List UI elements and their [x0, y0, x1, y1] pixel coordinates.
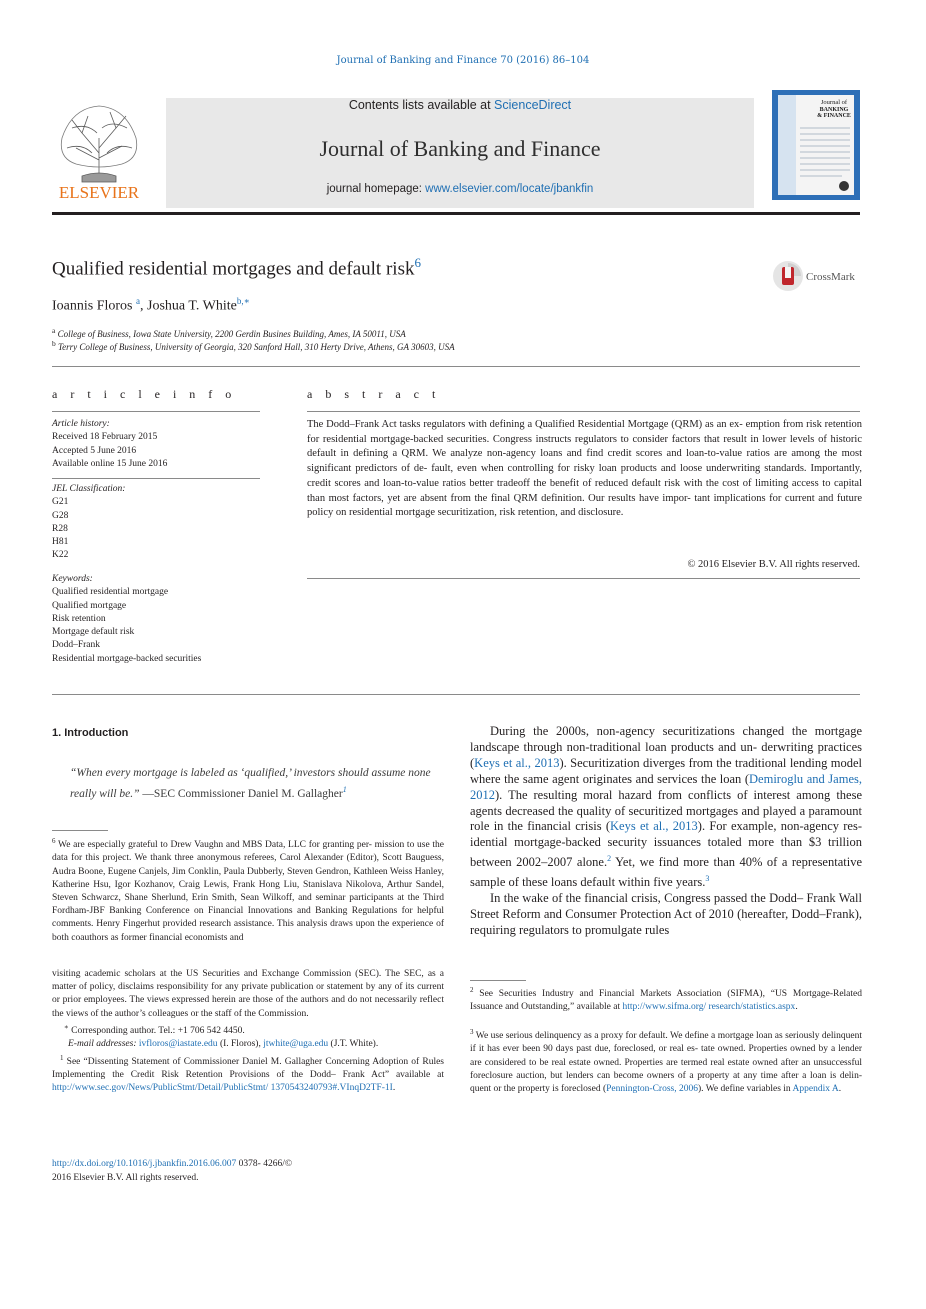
article-info-rule — [52, 411, 260, 412]
author-separator: , — [140, 298, 147, 314]
introduction-body — [470, 724, 862, 939]
elsevier-logo — [52, 98, 146, 202]
paragraph-text: During the 2000s, non-agency securitizations changed the mortgage landscape through non-traditional loan products and un- derwriting practices ( — [470, 724, 862, 770]
svg-text:Journal of: Journal of — [820, 99, 848, 106]
affiliation — [52, 326, 406, 339]
jel-code: G21 — [52, 497, 69, 508]
paragraph-text: ). For example, non-agency res- idential mortgage-backed security issuances totaled more than $3 trillion between 2002–2007 alone. — [470, 819, 863, 870]
footnote-text: See “Dissenting Statement of Commissioner Daniel M. Gallagher Concerning Adoption of Rules Implementing the Credit Risk Retention Provisions of the Dodd– Frank Act” available at — [52, 1056, 445, 1080]
paragraph: In the wake of the financial crisis, Congress passed the Dodd– Frank Wall Street Reform and Consumer Protection Act of 2010 (hereafter, Dodd–Frank), requiring regulators to promulgate rules — [470, 891, 862, 938]
section-rule — [52, 694, 860, 695]
elsevier-wordmark: ELSEVIER — [58, 183, 140, 202]
footnote-1: $^1$ See “Dissenting Statement of Commissioner Daniel M. Gallagher Concerning Adoption of Rules Implementing the Credit Risk Retention Provisions of the Dodd– Frank Act” available at http://www.sec.gov/News/PublicStmt/Detail/PublicStmt/ 1370543240793#.VInqD2TF-1I. — [52, 1053, 445, 1093]
paragraph-text: Yet, we find more than 40% of a representative sample of these loans default within five years. — [470, 855, 862, 890]
footnote-text: We are especially grateful to Drew Vaughn and MBS Data, LLC for granting per- mission to use the data for this project. We thank three anonymous referees, Carol Alexander (Editor), Scott Bauguess, Audra Boone, Eugene Canjels, Jim Conklin, Paula Dubberly, Steven Gendron, Kathleen Weiss Hanley, Katherine Hsu, Igor Kozhanov, Craig Lewis, Frank Hong Liu, Stanislava Nikolova, Arthur Sandel, Steven Schwarcz, Shane Sherlund, Erin Smith, Sean Wilkoff, and seminar participants at the Third Fordham-JBF Banking Conference on Financial Innovations and Banking Regulations for helpful comments. Henry Fingerhut provided research assistance. This analysis draws upon the experience of both coauthors as former financial economists and — [52, 840, 444, 943]
received-date: Received 18 February 2015 — [52, 432, 158, 443]
footnote-number: 3 — [470, 1028, 474, 1036]
article-info-heading: a r t i c l e i n f o — [52, 387, 237, 401]
abstract-rule — [307, 578, 860, 579]
email-link[interactable]: ivfloros@iastate.edu — [138, 1039, 218, 1050]
footnote-2: $^2$ See Securities Industry and Financial Markets Association (SIFMA), “US Mortgage-Related Issuance and Outstanding,” available at http://www.sifma.org/ research/statistics.aspx. — [470, 986, 862, 1013]
jel-code: R28 — [52, 523, 68, 534]
affiliation — [52, 339, 455, 352]
paragraph-text: ). The resulting moral hazard from conflicts of interest among these agents decreased the quality of securitized mortgages and played a paramount role in the financial crisis ( — [470, 787, 862, 834]
affil-text: College of Business, Iowa State University, 2200 Gerdin Busines Building, Ames, IA 50011, USA — [57, 329, 406, 339]
footnote-text: We use serious delinquency as a proxy for default. We define a mortgage loan as seriously delinquent if it has ever been 90 days past due, foreclosed, or real es- tate owned. Properties owned by a lender are considered to be real estate owned. Properties are termed real estate owned after an unsuccessful foreclosure auction, but lenders can become owners of a property at any time after a loan is delin- quent or the property is foreclosed ( — [470, 1031, 862, 1094]
footnote-number: 6 — [52, 837, 56, 845]
email-note — [52, 1039, 378, 1049]
citation-link[interactable]: Keys et al., 2013 — [474, 755, 560, 770]
svg-text:& FINANCE: & FINANCE — [817, 113, 851, 119]
keyword: Qualified mortgage — [52, 600, 127, 611]
section-heading-introduction: 1. Introduction — [52, 727, 129, 739]
jel-code: G28 — [52, 510, 69, 521]
history-label: Article history: — [52, 419, 110, 429]
quote-attribution: —SEC Commissioner Daniel M. Gallagher — [139, 787, 343, 800]
email-link[interactable]: jtwhite@uga.edu — [263, 1039, 329, 1050]
footnote-3: $^3$ We use serious delinquency as a proxy for default. We define a mortgage loan as seriously delinquent if it has ever been 90 days past due, foreclosed, or real es- tate owned. Properties owned by a lender are considered to be real estate owned. Properties are termed real estate owned after an unsuccessful foreclosure auction, but lenders can become owners of a property at any time after a loan is delin- quent or the property is foreclosed (Pennington-Cross, 2006). We define variables in Appendix A. — [470, 1028, 862, 1094]
homepage-link[interactable]: www.elsevier.com/locate/jbankfin — [425, 183, 594, 195]
footnote-6 — [52, 835, 444, 945]
journal-title: Journal of Banking and Finance — [319, 136, 601, 161]
author-name[interactable]: Ioannis Floros — [52, 298, 133, 314]
author-list — [52, 296, 250, 315]
keyword: Mortgage default risk — [52, 627, 135, 638]
citation-link[interactable]: Keys et al., 2013 — [610, 819, 698, 834]
footnote-number: 2 — [470, 986, 474, 994]
footnote-rule — [470, 980, 526, 981]
footnote-6-continued — [52, 968, 444, 1095]
footnote-number: 1 — [60, 1053, 64, 1062]
abstract-heading: a b s t r a c t — [307, 387, 441, 401]
email-owner: (I. Floros), — [217, 1039, 264, 1050]
appendix-link[interactable]: Appendix A — [792, 1083, 839, 1094]
quote-text: “When every mortgage is labeled as ‘qualified,’ investors should assume none really will be.” — [70, 767, 431, 800]
homepage-prefix: journal homepage: — [326, 183, 426, 195]
footnote-mark[interactable]: 1 — [342, 784, 347, 794]
contents-line — [166, 98, 754, 112]
citation-link[interactable]: Pennington-Cross, 2006 — [606, 1083, 698, 1094]
issn-copyright: 0378- 4266/© 2016 Elsevier B.V. All rights reserved. — [52, 1159, 293, 1183]
footnote-text: See Securities Industry and Financial Markets Association (SIFMA), “US Mortgage-Related Issuance and Outstanding,” available at — [470, 989, 862, 1013]
corr-text: Corresponding author. Tel.: +1 706 542 4450. — [71, 1025, 245, 1036]
epigraph-quote — [70, 766, 450, 802]
keyword: Risk retention — [52, 613, 106, 624]
section-rule — [52, 366, 860, 367]
journal-cover-image — [772, 90, 860, 200]
journal-homepage — [166, 183, 754, 195]
citation-link[interactable]: Demiroglu and James, 2012 — [470, 771, 862, 802]
footnote-url[interactable]: http://www.sifma.org/ research/statistics.aspx — [622, 1002, 796, 1013]
svg-text:BANKING: BANKING — [819, 107, 849, 113]
affil-mark: a — [52, 326, 56, 335]
footnote-text: visiting academic scholars at the US Securities and Exchange Commission (SEC). The SEC, as a matter of policy, disclaims responsibility for any private publication or statement by any of its current or prior employees. The views expressed herein are those of the authors and do not necessarily reflect the views of the author’s colleagues or the staff of the Commission. — [52, 969, 444, 1019]
abstract-rule — [307, 411, 860, 412]
article-info-rule — [52, 478, 260, 479]
keywords-label: Keywords: — [52, 574, 93, 584]
journal-citation[interactable]: Journal of Banking and Finance 70 (2016) 86–104 — [336, 55, 590, 66]
contents-prefix: Contents lists available at — [348, 98, 495, 112]
paragraph — [470, 724, 862, 891]
author-affil-mark[interactable]: b,∗ — [236, 296, 250, 306]
crossmark-label: CrossMark — [806, 271, 855, 283]
jel-code: K22 — [52, 550, 69, 561]
title-footnote-mark[interactable]: 6 — [414, 255, 421, 270]
corr-mark: ∗ — [64, 1022, 69, 1031]
author-name[interactable]: Joshua T. White — [147, 298, 237, 314]
keyword: Residential mortgage-backed securities — [52, 653, 202, 664]
journal-masthead — [166, 98, 754, 208]
accepted-date: Accepted 5 June 2016 — [52, 445, 137, 456]
author-affil-mark[interactable]: a — [136, 296, 140, 306]
doi-link[interactable]: http://dx.doi.org/10.1016/j.jbankfin.2016.06.007 — [52, 1159, 237, 1169]
doi-line — [52, 1158, 312, 1185]
jel-label: JEL Classification: — [52, 484, 126, 494]
corresponding-author-note — [52, 1022, 245, 1036]
footnote-text: ). We define variables in — [697, 1083, 793, 1094]
jel-classification — [52, 483, 125, 563]
email-label: E-mail addresses: — [68, 1039, 137, 1050]
footnote-rule — [52, 830, 108, 831]
abstract-text: The Dodd–Frank Act tasks regulators with defining a Qualified Residential Mortgage (QRM) as an ex- emption from risk retention for residential mortgage-backed securities. Congress instructs regulators to consider factors that result in lower levels of historic default in defining a QRM. We analyze non-agency loans and find credit scores and loan-to-value ratios are among the most significant predictors of de- fault, even when controlling for risky loan products and loose underwriting standards. Importantly, credit scores and loan-to-value ratios better tradeoff the benefit of reduced default risk with the cost of limiting access to capital than most factors, yet are absent from the final QRM definition. Our results have impor- tant implications for current and future policy on residential mortgage securitization, risk retention, and disclosure. — [307, 419, 862, 519]
email-owner: (J.T. White). — [328, 1039, 379, 1050]
sciencedirect-link[interactable]: ScienceDirect — [494, 98, 572, 112]
keywords — [52, 573, 201, 666]
footnote-mark[interactable]: 3 — [705, 874, 710, 884]
paragraph-text: ). Securitization diverges from the traditional lending model where the same agent originates and services the loan ( — [470, 755, 862, 786]
article-title — [52, 255, 421, 280]
footnote-url[interactable]: http://www.sec.gov/News/PublicStmt/Detail/PublicStmt/ 1370543240793#.VInqD2TF-1I — [52, 1082, 393, 1093]
affil-mark: b — [52, 339, 56, 348]
footnote-mark[interactable]: 2 — [607, 854, 612, 864]
online-date: Available online 15 June 2016 — [52, 458, 168, 469]
crossmark-badge[interactable] — [772, 260, 862, 292]
article-title-text: Qualified residential mortgages and default risk — [52, 258, 415, 280]
keyword: Dodd–Frank — [52, 640, 101, 651]
header-rule — [52, 212, 860, 215]
keyword: Qualified residential mortgage — [52, 587, 169, 598]
affil-text: Terry College of Business, University of Georgia, 320 Sanford Hall, 310 Herty Drive, Athens, GA 30603, USA — [58, 342, 455, 352]
copyright-line: © 2016 Elsevier B.V. All rights reserved. — [687, 559, 860, 570]
jel-code: H81 — [52, 537, 69, 548]
article-history — [52, 418, 167, 471]
